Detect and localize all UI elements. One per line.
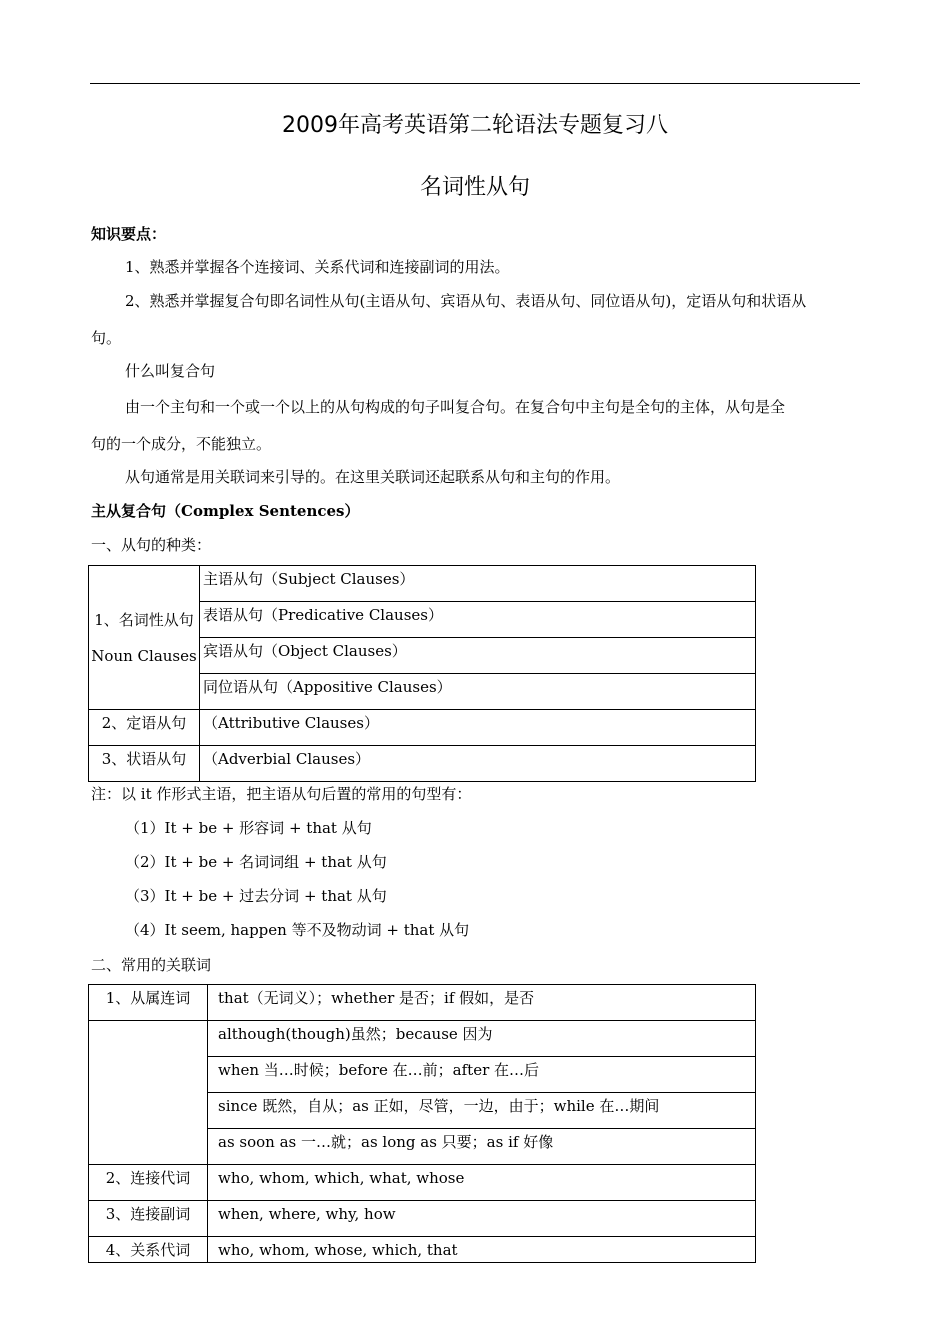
attributive-label: 2、定语从句 xyxy=(101,714,187,732)
definition-3: 从句通常是用关联词来引导的。在这里关联词还起联系从句和主句的作用。 xyxy=(125,468,621,486)
note: 注：以 it 作形式主语，把主语从句后置的常用的句型有： xyxy=(91,785,472,803)
noun-clause-label-en: Noun Clauses xyxy=(91,646,197,665)
table-row xyxy=(89,1201,756,1237)
complex-heading: 主从复合句（Complex Sentences） xyxy=(91,502,360,520)
sub-conj-row-3: when 当…时候；before 在…前；after 在…后 xyxy=(218,1061,540,1079)
table-cell xyxy=(200,674,756,710)
table-row xyxy=(89,566,756,602)
pattern-1: （1）It + be + 形容词 + that 从句 xyxy=(125,819,372,837)
rel-pron-label-cell xyxy=(89,1237,208,1263)
adverbial-label-cell xyxy=(89,746,200,782)
sub-conj-label-cell xyxy=(89,985,208,1021)
noun-clause-label-cell xyxy=(89,566,200,710)
connectives-heading: 二、常用的关联词 xyxy=(91,956,212,974)
table-cell xyxy=(208,1165,756,1201)
table-row xyxy=(89,1237,756,1263)
table-cell xyxy=(200,638,756,674)
key-points-heading: 知识要点： xyxy=(91,225,167,243)
adverbial-label: 3、状语从句 xyxy=(101,750,187,768)
table-cell xyxy=(208,1093,756,1129)
point-2: 2、熟悉并掌握复合句即名词性从句(主语从句、宾语从句、表语从句、同位语从句)，定语从句和状语从 xyxy=(125,292,807,310)
definition-1: 由一个主句和一个或一个以上的从句构成的句子叫复合句。在复合句中主句是全句的主体，从句是全 xyxy=(125,398,786,416)
rel-pron-value: who, whom, whose, which, that xyxy=(218,1241,458,1259)
conn-adv-value: when, where, why, how xyxy=(218,1205,396,1223)
pattern-4: （4）It seem, happen 等不及物动词 + that 从句 xyxy=(125,921,470,939)
table-cell xyxy=(200,602,756,638)
table-cell xyxy=(208,1201,756,1237)
table-cell xyxy=(208,1237,756,1263)
noun-clause-label: 1、名词性从句 xyxy=(94,610,194,629)
attributive-label-cell xyxy=(89,710,200,746)
attributive-value: （Attributive Clauses） xyxy=(203,714,379,732)
table-cell xyxy=(200,746,756,782)
conn-pron-value: who, whom, which, what, whose xyxy=(218,1169,465,1187)
rel-pron-label: 4、关系代词 xyxy=(105,1241,191,1259)
header-rule xyxy=(90,83,860,84)
types-heading: 一、从句的种类： xyxy=(91,536,212,554)
sub-conj-empty-cell xyxy=(89,1021,208,1165)
table-cell xyxy=(208,1057,756,1093)
table-cell xyxy=(200,710,756,746)
sub-conj-row-4: since 既然，自从；as 正如，尽管，一边，由于；while 在…期间 xyxy=(218,1097,660,1115)
point-1: 1、熟悉并掌握各个连接词、关系代词和连接副词的用法。 xyxy=(125,258,510,276)
conn-pron-label: 2、连接代词 xyxy=(105,1169,191,1187)
definition-2: 句的一个成分，不能独立。 xyxy=(91,435,272,453)
table-row xyxy=(89,1165,756,1201)
adverbial-value: （Adverbial Clauses） xyxy=(203,750,371,768)
noun-clause-predicative: 表语从句（Predicative Clauses） xyxy=(203,606,443,624)
sub-conj-label: 1、从属连词 xyxy=(105,989,191,1007)
page-subtitle: 名词性从句 xyxy=(419,175,530,200)
sub-conj-row-2: although(though)虽然；because 因为 xyxy=(218,1025,493,1043)
table-row xyxy=(89,1021,756,1057)
noun-clause-subject: 主语从句（Subject Clauses） xyxy=(203,570,415,588)
conn-adv-label: 3、连接副词 xyxy=(105,1205,191,1223)
noun-clause-object: 宾语从句（Object Clauses） xyxy=(203,642,407,660)
table-cell xyxy=(208,1129,756,1165)
table-row xyxy=(89,710,756,746)
table-cell xyxy=(200,566,756,602)
conn-adv-label-cell xyxy=(89,1201,208,1237)
page-title: 2009年高考英语第二轮语法专题复习八 xyxy=(282,113,668,138)
connectives-table xyxy=(88,984,756,1263)
pattern-2: （2）It + be + 名词词组 + that 从句 xyxy=(125,853,387,871)
what-is-heading: 什么叫复合句 xyxy=(125,362,216,380)
table-cell xyxy=(208,985,756,1021)
point-2-cont: 句。 xyxy=(91,329,122,347)
conn-pron-label-cell xyxy=(89,1165,208,1201)
sub-conj-row-5: as soon as 一…就；as long as 只要；as if 好像 xyxy=(218,1133,554,1151)
pattern-3: （3）It + be + 过去分词 + that 从句 xyxy=(125,887,387,905)
clause-types-table xyxy=(88,565,756,782)
sub-conj-row-1: that（无词义）；whether 是否；if 假如，是否 xyxy=(218,989,535,1007)
table-cell xyxy=(208,1021,756,1057)
table-row xyxy=(89,985,756,1021)
table-row xyxy=(89,746,756,782)
noun-clause-appositive: 同位语从句（Appositive Clauses） xyxy=(203,678,452,696)
